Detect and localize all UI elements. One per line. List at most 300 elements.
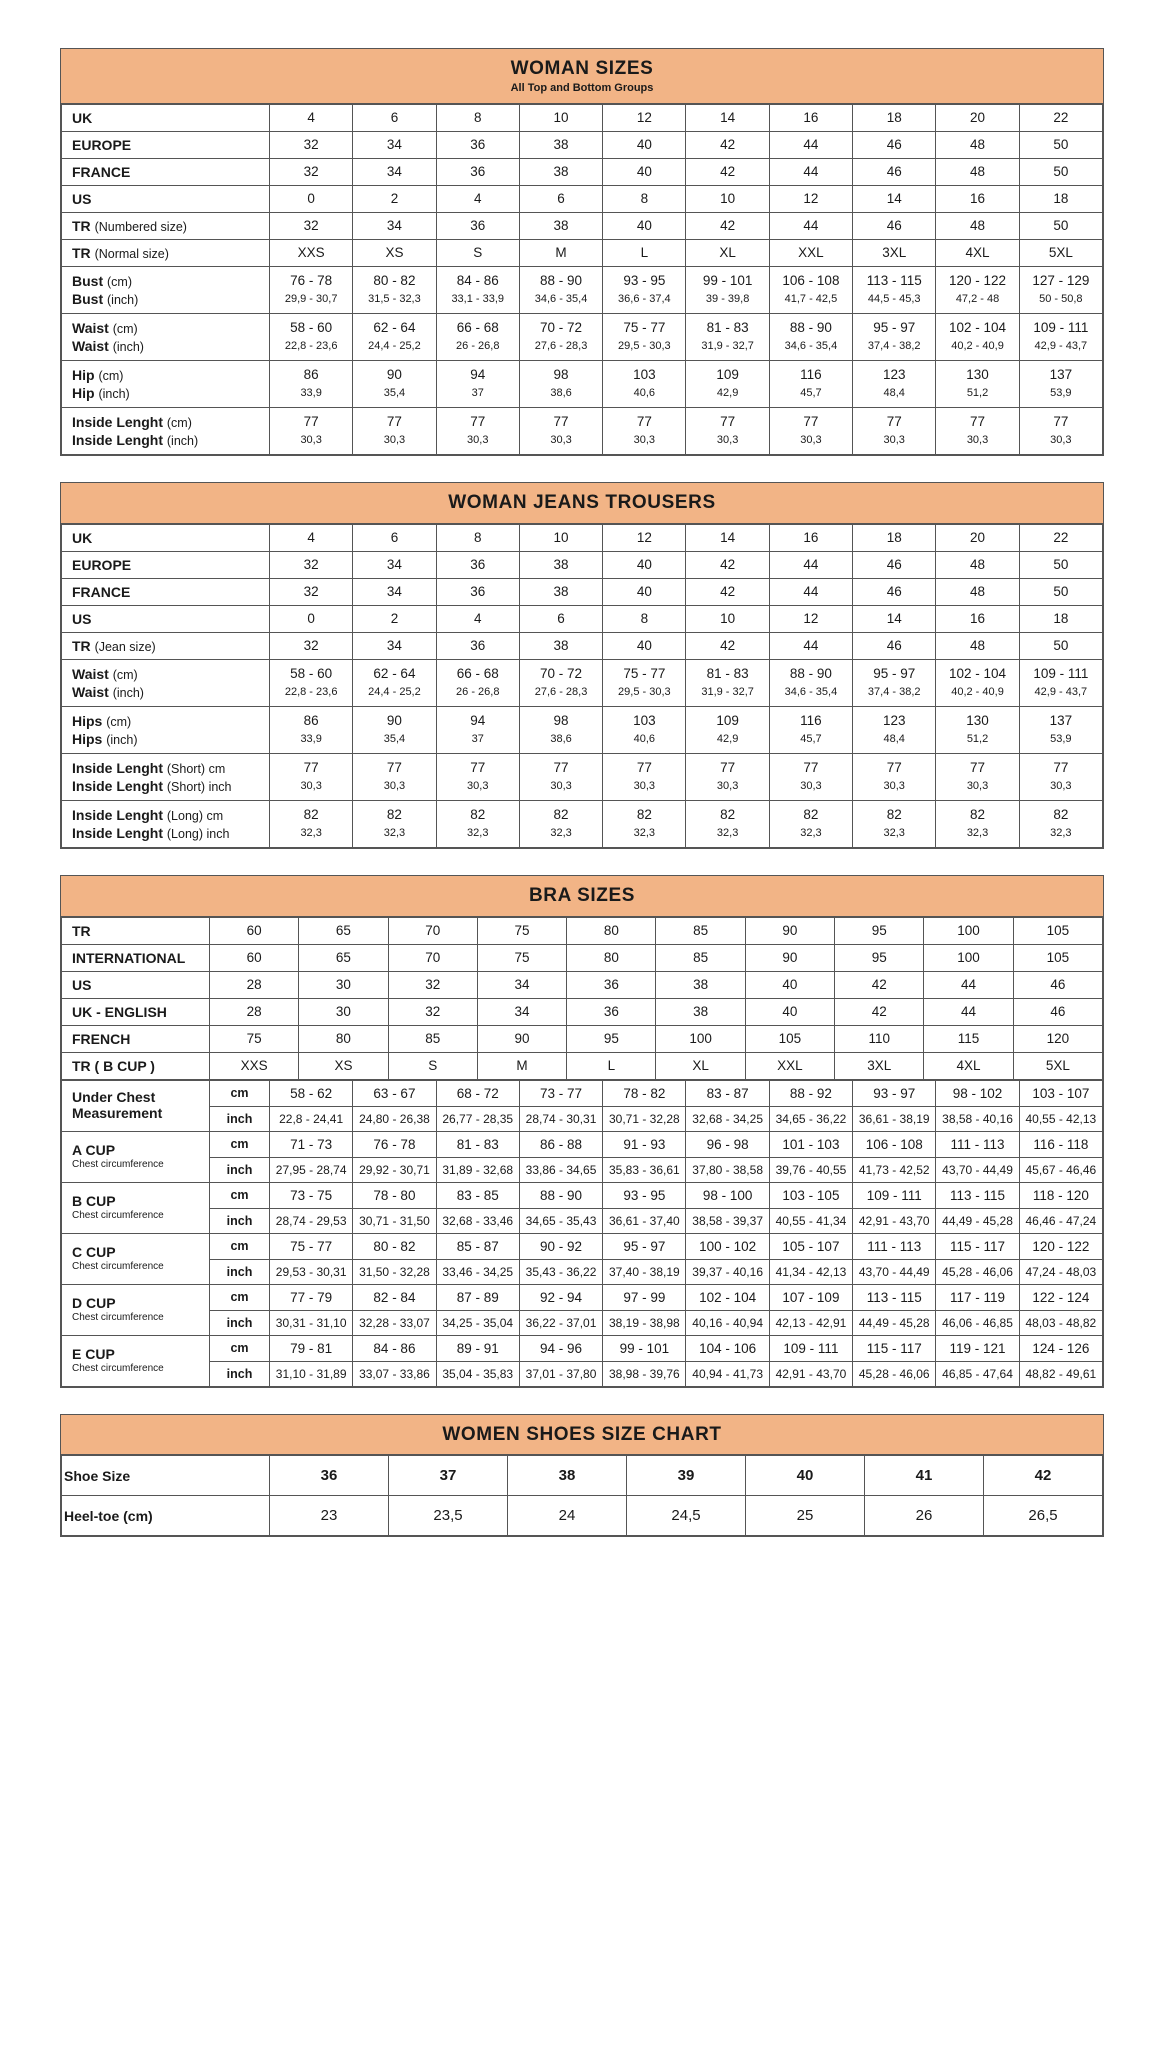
table-cell: 48,82 - 49,61	[1019, 1361, 1102, 1386]
table-cell: 88 - 90	[769, 659, 852, 683]
table-cell: 40,55 - 42,13	[1019, 1106, 1102, 1131]
unit-cell-cm: cm	[210, 1284, 270, 1310]
table-row	[62, 800, 1103, 824]
table-cell: 82	[769, 800, 852, 824]
table-cell: 46	[853, 632, 936, 659]
table-cell: 100	[924, 917, 1013, 944]
table-cell: 36,61 - 38,19	[853, 1106, 936, 1131]
table-cell: 36	[436, 212, 519, 239]
table-cell: 32	[270, 158, 353, 185]
row-label: E CUP Chest circumference	[62, 1335, 210, 1386]
table-cell: 46	[853, 131, 936, 158]
table-cell: 30,3	[1019, 777, 1102, 801]
table-row	[62, 266, 1103, 290]
table-row	[62, 313, 1103, 337]
table-cell: 81 - 83	[436, 1131, 519, 1157]
table-cell: 44	[769, 158, 852, 185]
table-cell: 137	[1019, 706, 1102, 730]
table-cell: 23	[270, 1496, 389, 1536]
table-cell: 34,65 - 35,43	[519, 1208, 602, 1233]
table-row	[62, 605, 1103, 632]
table-cell: 22,8 - 23,6	[270, 683, 353, 707]
table-cell: 31,10 - 31,89	[270, 1361, 353, 1386]
table-cell: 38,58 - 40,16	[936, 1106, 1019, 1131]
table-cell: 50	[1019, 212, 1102, 239]
table-cell: 99 - 101	[686, 266, 769, 290]
table-cell: 82	[353, 800, 436, 824]
table-cell: 32,68 - 33,46	[436, 1208, 519, 1233]
table-cell: 44,49 - 45,28	[936, 1208, 1019, 1233]
table-cell: 32,3	[436, 824, 519, 848]
row-label: Inside Lenght (Long) cm	[62, 800, 270, 824]
table-cell: 36,22 - 37,01	[519, 1310, 602, 1335]
table-cell: 103 - 105	[769, 1182, 852, 1208]
table-cell: 20	[936, 524, 1019, 551]
row-label: TR (Numbered size)	[62, 212, 270, 239]
table-cell: 22,8 - 23,6	[270, 337, 353, 361]
table-cell: 34,65 - 36,22	[769, 1106, 852, 1131]
table-cell: 120	[1013, 1025, 1102, 1052]
table-cell: 85	[656, 917, 745, 944]
table-cell: 38	[519, 158, 602, 185]
table-cell: 98	[519, 706, 602, 730]
table-cell: 30,3	[1019, 431, 1102, 455]
table-cell: 27,95 - 28,74	[270, 1157, 353, 1182]
table-cell: 62 - 64	[353, 659, 436, 683]
table-cell: 32,3	[1019, 824, 1102, 848]
table-cell: 39,37 - 40,16	[686, 1259, 769, 1284]
table-cell: 94	[436, 706, 519, 730]
table-cell: 42,9 - 43,7	[1019, 337, 1102, 361]
table-cell: 60	[210, 917, 299, 944]
table-cell: 32	[270, 578, 353, 605]
table-cell: 90	[745, 944, 834, 971]
table-cell: 116	[769, 360, 852, 384]
table-cell: 98 - 100	[686, 1182, 769, 1208]
table-cell: 34	[477, 971, 566, 998]
table-cell: 35,83 - 36,61	[603, 1157, 686, 1182]
table-row	[62, 1233, 1103, 1259]
table-cell: 77	[936, 407, 1019, 431]
table-cell: 124 - 126	[1019, 1335, 1102, 1361]
table-cell: 35,43 - 36,22	[519, 1259, 602, 1284]
table-cell: 38,6	[519, 730, 602, 754]
table-cell: 46	[853, 158, 936, 185]
table-cell: L	[603, 239, 686, 266]
table-cell: 45,7	[769, 384, 852, 408]
table-cell: 110	[835, 1025, 924, 1052]
table-cell: 30,3	[603, 431, 686, 455]
table-cell: 47,24 - 48,03	[1019, 1259, 1102, 1284]
table-cell: 77	[769, 753, 852, 777]
table-cell: 77	[519, 407, 602, 431]
table-row	[62, 1456, 1103, 1496]
row-label: FRENCH	[62, 1025, 210, 1052]
table-cell: XS	[353, 239, 436, 266]
table-cell: 113 - 115	[936, 1182, 1019, 1208]
table-cell: 44	[924, 998, 1013, 1025]
table-cell: 30,71 - 32,28	[603, 1106, 686, 1131]
table-cell: 93 - 95	[603, 266, 686, 290]
table-cell: 115 - 117	[936, 1233, 1019, 1259]
table-cell: 12	[769, 605, 852, 632]
table-cell: 76 - 78	[353, 1131, 436, 1157]
table-cell: 28	[210, 998, 299, 1025]
table-cell: 6	[519, 185, 602, 212]
row-label: Inside Lenght (Long) inch	[62, 824, 270, 848]
table-row	[62, 1080, 1103, 1106]
table-cell: 127 - 129	[1019, 266, 1102, 290]
table-cell: 42	[686, 632, 769, 659]
table-cell: 77	[853, 753, 936, 777]
table-cell: 41,7 - 42,5	[769, 290, 852, 314]
table-row	[62, 1208, 1103, 1233]
table-cell: 42	[686, 131, 769, 158]
table-cell: 29,92 - 30,71	[353, 1157, 436, 1182]
table-cell: 48	[936, 212, 1019, 239]
table-cell: 38	[656, 998, 745, 1025]
table-cell: 32,3	[853, 824, 936, 848]
table-cell: 31,5 - 32,3	[353, 290, 436, 314]
table-cell: 40,6	[603, 730, 686, 754]
table-cell: 32	[270, 551, 353, 578]
table-cell: 26	[865, 1496, 984, 1536]
table-cell: 18	[1019, 605, 1102, 632]
unit-cell-cm: cm	[210, 1233, 270, 1259]
table-cell: 99 - 101	[603, 1335, 686, 1361]
table-cell: 84 - 86	[436, 266, 519, 290]
row-label: Hip (inch)	[62, 384, 270, 408]
table-cell: 91 - 93	[603, 1131, 686, 1157]
table-cell: 3XL	[835, 1052, 924, 1079]
table-women-shoes	[61, 1455, 1103, 1536]
table-cell: 103	[603, 360, 686, 384]
table-cell: 32,3	[686, 824, 769, 848]
table-cell: 115	[924, 1025, 1013, 1052]
table-cell: 85	[388, 1025, 477, 1052]
table-cell: 77	[603, 407, 686, 431]
unit-cell-inch: inch	[210, 1259, 270, 1284]
table-cell: 31,50 - 32,28	[353, 1259, 436, 1284]
table-cell: 42	[686, 578, 769, 605]
unit-cell-inch: inch	[210, 1208, 270, 1233]
row-label: Waist (inch)	[62, 337, 270, 361]
table-cell: S	[436, 239, 519, 266]
table-cell: 105 - 107	[769, 1233, 852, 1259]
table-cell: 16	[769, 104, 852, 131]
chart-women-shoes	[60, 1414, 1104, 1538]
table-cell: 103	[603, 706, 686, 730]
table-cell: 30,3	[436, 777, 519, 801]
table-cell: 4	[270, 524, 353, 551]
unit-cell-inch: inch	[210, 1361, 270, 1386]
table-cell: 137	[1019, 360, 1102, 384]
table-cell: 77	[769, 407, 852, 431]
table-cell: 70	[388, 917, 477, 944]
row-label: Waist (inch)	[62, 683, 270, 707]
table-cell: 38	[656, 971, 745, 998]
table-cell: 46	[1013, 971, 1102, 998]
table-cell: 42	[686, 212, 769, 239]
table-cell: M	[477, 1052, 566, 1079]
table-row	[62, 730, 1103, 754]
table-cell: 38	[519, 578, 602, 605]
table-cell: 96 - 98	[686, 1131, 769, 1157]
table-cell: 107 - 109	[769, 1284, 852, 1310]
row-label: INTERNATIONAL	[62, 944, 210, 971]
table-cell: 88 - 92	[769, 1080, 852, 1106]
table-cell: 65	[299, 917, 388, 944]
table-cell: 28,74 - 30,31	[519, 1106, 602, 1131]
table-cell: 44,5 - 45,3	[853, 290, 936, 314]
table-cell: 37,4 - 38,2	[853, 683, 936, 707]
table-cell: 24,80 - 26,38	[353, 1106, 436, 1131]
table-cell: 46,06 - 46,85	[936, 1310, 1019, 1335]
table-cell: 40	[603, 578, 686, 605]
table-cell: 75 - 77	[603, 659, 686, 683]
table-cell: 30,3	[853, 777, 936, 801]
table-cell: 30,3	[436, 431, 519, 455]
table-cell: 30,3	[353, 777, 436, 801]
table-cell: 32	[270, 212, 353, 239]
table-cell: 58 - 60	[270, 313, 353, 337]
chart-bra-sizes	[60, 875, 1104, 1388]
table-cell: 77	[436, 753, 519, 777]
table-cell: 47,2 - 48	[936, 290, 1019, 314]
table-cell: 32,28 - 33,07	[353, 1310, 436, 1335]
table-cell: 90 - 92	[519, 1233, 602, 1259]
table-cell: 80	[567, 944, 656, 971]
table-cell: 97 - 99	[603, 1284, 686, 1310]
table-cell: 36	[436, 578, 519, 605]
table-row	[62, 524, 1103, 551]
table-cell: 33,46 - 34,25	[436, 1259, 519, 1284]
table-cell: 122 - 124	[1019, 1284, 1102, 1310]
table-cell: 85	[656, 944, 745, 971]
table-cell: 46	[853, 551, 936, 578]
table-row	[62, 777, 1103, 801]
table-cell: 32,3	[769, 824, 852, 848]
table-cell: 4XL	[924, 1052, 1013, 1079]
table-cell: 24,4 - 25,2	[353, 683, 436, 707]
table-row	[62, 1361, 1103, 1386]
table-cell: 130	[936, 706, 1019, 730]
table-cell: 82	[686, 800, 769, 824]
table-cell: 38	[519, 131, 602, 158]
table-cell: 38	[508, 1456, 627, 1496]
table-cell: 36	[567, 998, 656, 1025]
table-cell: 105	[1013, 944, 1102, 971]
table-cell: 16	[936, 185, 1019, 212]
table-row	[62, 407, 1103, 431]
table-cell: 26,5	[984, 1496, 1103, 1536]
table-cell: 116 - 118	[1019, 1131, 1102, 1157]
table-cell: 42,91 - 43,70	[769, 1361, 852, 1386]
table-cell: 109 - 111	[1019, 313, 1102, 337]
table-cell: 26,77 - 28,35	[436, 1106, 519, 1131]
row-label: FRANCE	[62, 578, 270, 605]
table-cell: 77	[603, 753, 686, 777]
table-cell: 53,9	[1019, 384, 1102, 408]
table-cell: 33,07 - 33,86	[353, 1361, 436, 1386]
table-cell: 82	[270, 800, 353, 824]
table-cell: 36,61 - 37,40	[603, 1208, 686, 1233]
table-cell: 38,6	[519, 384, 602, 408]
table-cell: 53,9	[1019, 730, 1102, 754]
table-cell: 27,6 - 28,3	[519, 683, 602, 707]
row-label: TR ( B CUP )	[62, 1052, 210, 1079]
table-cell: 45,67 - 46,46	[1019, 1157, 1102, 1182]
table-cell: 75	[477, 917, 566, 944]
table-cell: 42	[686, 158, 769, 185]
chart-title-text: BRA SIZES	[528, 884, 636, 906]
table-cell: 48	[936, 158, 1019, 185]
table-row	[62, 1259, 1103, 1284]
table-cell: 29,53 - 30,31	[270, 1259, 353, 1284]
table-cell: 38	[519, 212, 602, 239]
table-cell: 73 - 77	[519, 1080, 602, 1106]
table-cell: 73 - 75	[270, 1182, 353, 1208]
table-cell: 82	[436, 800, 519, 824]
table-cell: 70 - 72	[519, 659, 602, 683]
table-cell: S	[388, 1052, 477, 1079]
table-cell: 48,4	[853, 730, 936, 754]
table-row	[62, 1106, 1103, 1131]
table-cell: 40	[745, 971, 834, 998]
table-cell: 77	[353, 407, 436, 431]
table-cell: 24,5	[627, 1496, 746, 1536]
table-cell: 6	[353, 104, 436, 131]
table-cell: 93 - 97	[853, 1080, 936, 1106]
table-cell: 30,3	[270, 431, 353, 455]
table-cell: XXS	[270, 239, 353, 266]
table-cell: 24	[508, 1496, 627, 1536]
table-cell: 75 - 77	[270, 1233, 353, 1259]
table-cell: 34,6 - 35,4	[519, 290, 602, 314]
table-row	[62, 1131, 1103, 1157]
chart-title-woman-sizes	[61, 49, 1103, 104]
table-cell: 42,9 - 43,7	[1019, 683, 1102, 707]
table-cell: 77	[353, 753, 436, 777]
table-cell: 77	[853, 407, 936, 431]
table-row	[62, 1182, 1103, 1208]
table-cell: 30,3	[853, 431, 936, 455]
table-row	[62, 659, 1103, 683]
table-cell: 30,31 - 31,10	[270, 1310, 353, 1335]
table-cell: 36	[436, 131, 519, 158]
table-cell: 12	[603, 104, 686, 131]
table-cell: 75	[477, 944, 566, 971]
table-cell: 36,6 - 37,4	[603, 290, 686, 314]
table-cell: 89 - 91	[436, 1335, 519, 1361]
table-cell: 82	[519, 800, 602, 824]
table-cell: 95 - 97	[853, 313, 936, 337]
unit-cell-cm: cm	[210, 1335, 270, 1361]
table-cell: 38,19 - 38,98	[603, 1310, 686, 1335]
table-cell: 36	[567, 971, 656, 998]
table-cell: 23,5	[389, 1496, 508, 1536]
row-label: US	[62, 971, 210, 998]
table-cell: 111 - 113	[936, 1131, 1019, 1157]
row-label: Bust (cm)	[62, 266, 270, 290]
table-cell: 50	[1019, 632, 1102, 659]
table-cell: 38,58 - 39,37	[686, 1208, 769, 1233]
table-cell: 14	[853, 605, 936, 632]
table-cell: 12	[603, 524, 686, 551]
table-cell: 40	[603, 551, 686, 578]
table-cell: XXL	[745, 1052, 834, 1079]
table-row	[62, 431, 1103, 455]
table-body-women-shoes	[62, 1456, 1103, 1536]
row-label: TR (Jean size)	[62, 632, 270, 659]
table-cell: 98 - 102	[936, 1080, 1019, 1106]
table-cell: 6	[353, 524, 436, 551]
table-cell: 93 - 95	[603, 1182, 686, 1208]
table-cell: 10	[519, 524, 602, 551]
table-cell: 42,13 - 42,91	[769, 1310, 852, 1335]
table-cell: 30,3	[686, 777, 769, 801]
table-cell: 45,28 - 46,06	[853, 1361, 936, 1386]
table-cell: 24,4 - 25,2	[353, 337, 436, 361]
table-cell: 77	[686, 753, 769, 777]
table-cell: 105	[745, 1025, 834, 1052]
table-cell: 30,3	[519, 777, 602, 801]
table-cell: 32,3	[519, 824, 602, 848]
table-cell: 10	[686, 605, 769, 632]
table-cell: 44	[769, 632, 852, 659]
table-row	[62, 185, 1103, 212]
table-cell: 30,3	[936, 431, 1019, 455]
table-cell: 102 - 104	[936, 313, 1019, 337]
table-cell: 33,1 - 33,9	[436, 290, 519, 314]
unit-cell-inch: inch	[210, 1310, 270, 1335]
table-cell: 90	[745, 917, 834, 944]
table-cell: 83 - 87	[686, 1080, 769, 1106]
table-cell: 40,16 - 40,94	[686, 1310, 769, 1335]
table-cell: 35,4	[353, 730, 436, 754]
table-cell: 90	[353, 360, 436, 384]
row-label: D CUP Chest circumference	[62, 1284, 210, 1335]
table-cell: 123	[853, 360, 936, 384]
chart-title-text: WOMAN JEANS TROUSERS	[448, 491, 716, 513]
table-cell: 29,5 - 30,3	[603, 683, 686, 707]
table-cell: 90	[477, 1025, 566, 1052]
table-cell: 70 - 72	[519, 313, 602, 337]
table-cell: 50	[1019, 131, 1102, 158]
table-cell: XS	[299, 1052, 388, 1079]
table-cell: 28	[210, 971, 299, 998]
table-cell: 109	[686, 360, 769, 384]
table-cell: 66 - 68	[436, 659, 519, 683]
row-label: Inside Lenght (Short) cm	[62, 753, 270, 777]
table-cell: 66 - 68	[436, 313, 519, 337]
table-cell: 78 - 80	[353, 1182, 436, 1208]
table-cell: 41	[865, 1456, 984, 1496]
table-cell: 82	[936, 800, 1019, 824]
unit-cell-cm: cm	[210, 1182, 270, 1208]
table-cell: 39	[627, 1456, 746, 1496]
table-cell: 39 - 39,8	[686, 290, 769, 314]
table-cell: 82	[1019, 800, 1102, 824]
table-cell: 109 - 111	[853, 1182, 936, 1208]
table-cell: 32,68 - 34,25	[686, 1106, 769, 1131]
table-cell: 75	[210, 1025, 299, 1052]
table-cell: 117 - 119	[936, 1284, 1019, 1310]
table-cell: 109 - 111	[1019, 659, 1102, 683]
table-cell: 2	[353, 605, 436, 632]
unit-cell-inch: inch	[210, 1106, 270, 1131]
table-cell: 82 - 84	[353, 1284, 436, 1310]
